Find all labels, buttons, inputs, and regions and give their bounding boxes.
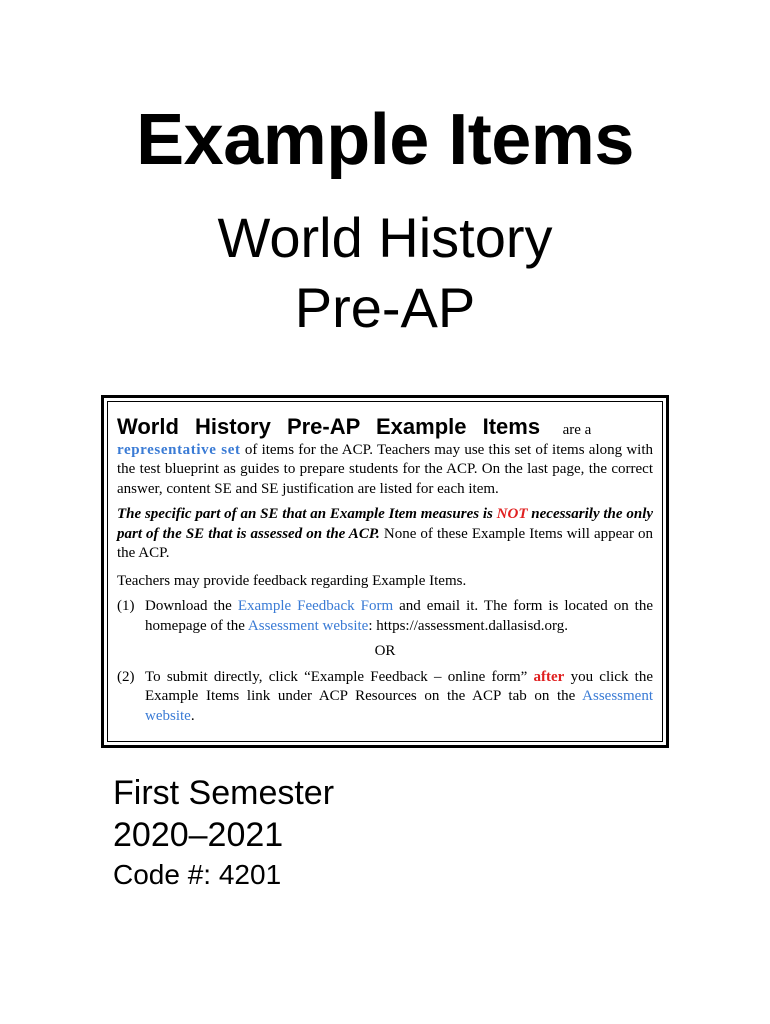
option-1-number: (1) — [117, 598, 135, 614]
example-feedback-form-link[interactable]: Example Feedback Form — [237, 598, 394, 614]
option-2-text-part2: you click the Example Items link under ACP Resources on the ACP tab on the — [145, 668, 653, 704]
notice-heading: World History Pre-AP Example Items — [117, 414, 541, 439]
notice-intro-text: of items for the ACP. Teachers may use this set of items along with the test blueprint as guides to prepare students for the ACP. On the last page, the correct answer, content SE and SE justification are listed for each item. — [117, 441, 654, 497]
feedback-option-1 — [117, 597, 653, 636]
option-1-text-part2: and email it. The form is located on the homepage of the — [145, 598, 654, 634]
assessment-website-link-2[interactable]: Assessment website — [145, 688, 653, 724]
after-word: after — [533, 668, 565, 685]
subject-title: World History — [217, 206, 553, 269]
feedback-intro: Teachers may provide feedback regarding Example Items. — [117, 572, 467, 589]
document-title: Example Items — [136, 100, 634, 180]
semester-label: First Semester — [113, 774, 335, 812]
emphasis-rest: None of these Example Items will appear on the ACP. — [117, 525, 654, 561]
representative-set-link[interactable]: representative set — [117, 441, 241, 458]
option-2-text-part3: . — [190, 707, 195, 724]
notice-emphasis — [117, 505, 653, 564]
course-level-title: Pre-AP — [294, 276, 476, 339]
option-2-text — [145, 668, 653, 727]
are-a-text: are a — [562, 422, 592, 438]
notice-box — [101, 395, 669, 748]
option-1-text-part3: : https://assessment.dallasisd.org. — [368, 617, 569, 634]
option-1-text-part1: Download the — [145, 598, 232, 614]
emphasis-part1: The specific part of an SE that an Example Item measures is — [117, 506, 493, 522]
option-2-number: (2) — [117, 668, 135, 685]
notice-intro — [117, 416, 653, 499]
assessment-website-link-1[interactable]: Assessment website — [247, 617, 369, 634]
feedback-option-2 — [117, 668, 653, 727]
emphasis-part2: necessarily the only part of the SE that is assessed on the ACP. — [117, 506, 654, 542]
option-1-text — [145, 597, 653, 636]
option-2-text-part1: To submit directly, click “Example Feedback – online form” — [145, 668, 528, 685]
course-code-label: Code #: 4201 — [113, 859, 282, 890]
not-word: NOT — [496, 506, 528, 522]
school-year-label: 2020–2021 — [113, 816, 284, 854]
or-separator: OR — [374, 643, 396, 659]
